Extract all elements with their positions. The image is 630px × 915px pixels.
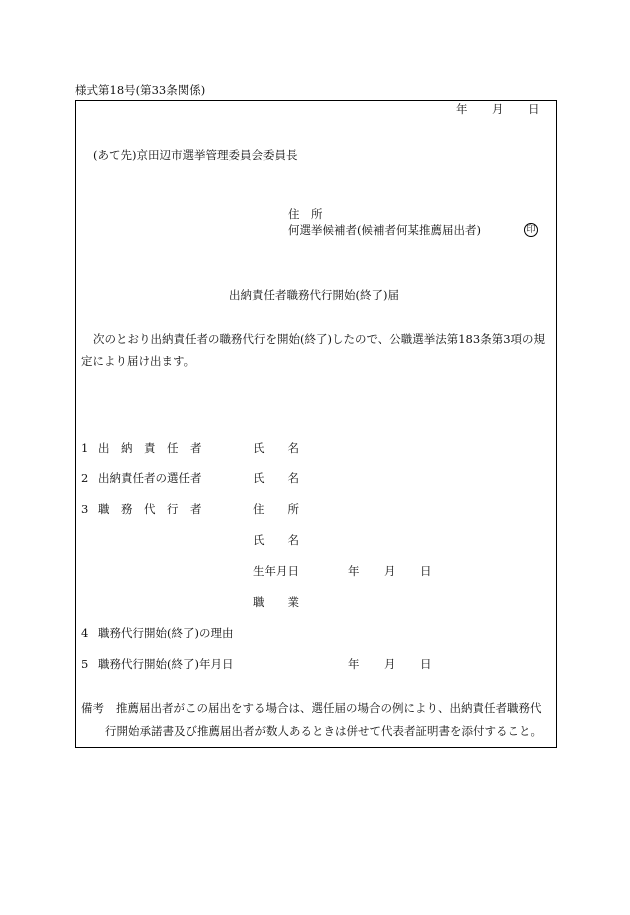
remarks-line-2: 行開始承諾書及び推薦届出者が数人あるときは併せて代表者証明書を添付すること。	[105, 724, 542, 738]
item-label-start-date: 職務代行開始(終了)年月日	[98, 657, 234, 671]
start-month-label: 月	[384, 657, 396, 671]
date-year-label: 年	[456, 102, 468, 116]
body-text-line-2: 定により届け出ます。	[81, 354, 196, 368]
item-label-treasurer: 出 納 責 任 者	[98, 441, 202, 455]
start-day-label: 日	[420, 657, 432, 671]
item-number: 5	[81, 657, 89, 671]
document-title: 出納責任者職務代行開始(終了)届	[229, 288, 399, 302]
field-occupation-label: 職 業	[253, 595, 299, 609]
item-number: 4	[81, 626, 89, 640]
field-name-label: 氏 名	[253, 441, 299, 455]
remarks-label: 備考	[81, 701, 104, 715]
start-year-label: 年	[348, 657, 360, 671]
sender-address-label: 住 所	[288, 207, 323, 221]
field-address-label: 住 所	[253, 502, 299, 516]
item-label-reason: 職務代行開始(終了)の理由	[98, 626, 234, 640]
item-number: 2	[81, 471, 89, 485]
body-text-line-1: 次のとおり出納責任者の職務代行を開始(終了)したので、公職選挙法第183条第3項の規	[93, 332, 546, 346]
addressee: (あて先)京田辺市選挙管理委員会委員長	[93, 148, 298, 162]
birth-year-label: 年	[348, 564, 360, 578]
birth-day-label: 日	[420, 564, 432, 578]
date-month-label: 月	[492, 102, 504, 116]
field-birthdate-label: 生年月日	[253, 564, 299, 578]
date-day-label: 日	[528, 102, 540, 116]
form-number: 様式第18号(第33条関係)	[75, 83, 206, 97]
form-frame	[75, 100, 557, 748]
field-name-label: 氏 名	[253, 471, 299, 485]
field-name-label: 氏 名	[253, 533, 299, 547]
item-number: 1	[81, 441, 89, 455]
item-number: 3	[81, 502, 89, 516]
item-label-appointer: 出納責任者の選任者	[98, 471, 202, 485]
birth-month-label: 月	[384, 564, 396, 578]
item-label-acting-person: 職 務 代 行 者	[98, 502, 202, 516]
sender-name-label: 何選挙候補者(候補者何某推薦届出者)	[288, 223, 481, 237]
remarks-line-1: 推薦届出者がこの届出をする場合は、選任届の場合の例により、出納責任者職務代	[116, 701, 542, 715]
seal-mark: 印	[524, 223, 538, 237]
